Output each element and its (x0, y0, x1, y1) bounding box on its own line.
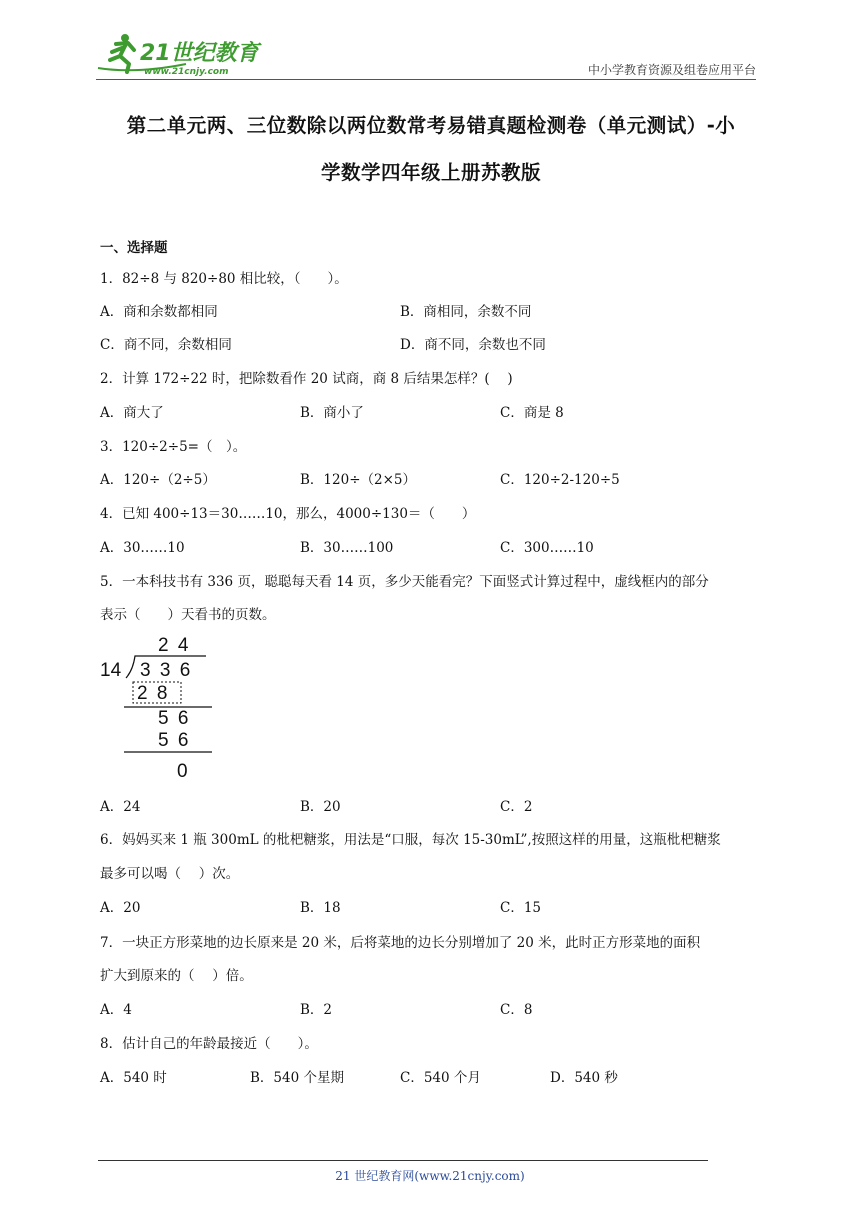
question-8-option-b: B．540 个星期 (250, 1070, 344, 1086)
question-4-option-b: B．30……100 (300, 540, 394, 556)
section-heading: 一、选择题 (100, 240, 168, 256)
logo-runner-figure (110, 43, 134, 72)
question-2-option-a: A．商大了 (100, 405, 164, 421)
header-tagline: 中小学教育资源及组卷应用平台 (587, 63, 756, 77)
question-5-option-a: A．24 (100, 799, 141, 815)
question-6-stem-line-2: 最多可以喝（ ）次。 (100, 866, 240, 882)
long-division-figure (100, 632, 230, 782)
question-6-option-c: C．15 (500, 900, 542, 916)
question-3-option-b: B．120÷（2×5） (300, 472, 416, 488)
question-1-option-d: D．商不同，余数也不同 (400, 337, 546, 353)
page-title-line-2: 学数学四年级上册苏教版 (320, 161, 541, 184)
division-remainder: 0 (177, 761, 188, 782)
question-4-stem: 4．已知 400÷13＝30……10，那么，4000÷130＝（ ） (100, 506, 476, 522)
logo-runner-head (121, 34, 129, 42)
question-1-option-c: C．商不同，余数相同 (100, 337, 232, 353)
question-7-option-c: C．8 (500, 1002, 533, 1018)
question-6-option-a: A．20 (100, 900, 141, 916)
question-5-option-c: C．2 (500, 799, 533, 815)
question-3-option-a: A．120÷（2÷5） (100, 472, 216, 488)
question-7-stem-line-2: 扩大到原来的（ ）倍。 (100, 968, 253, 984)
footer-divider (98, 1160, 708, 1161)
logo-url: www.21cnjy.com (144, 67, 229, 77)
page-title-line-1: 第二单元两、三位数除以两位数常考易错真题检测卷（单元测试）-小 (126, 114, 736, 137)
question-7-option-a: A．4 (100, 1002, 132, 1018)
question-5-stem-line-1: 5．一本科技书有 336 页，聪聪每天看 14 页，多少天能看完？下面竖式计算过程中，虚线框内的部分 (100, 574, 709, 590)
question-4-option-c: C．300……10 (500, 540, 594, 556)
site-logo (96, 30, 266, 80)
question-6-option-b: B．18 (300, 900, 341, 916)
division-step-1: 2 8 (137, 683, 170, 704)
question-8-option-a: A．540 时 (100, 1070, 167, 1086)
division-step-3: 5 6 (158, 730, 191, 751)
question-6-stem-line-1: 6．妈妈买来 1 瓶 300mL 的枇杷糖浆，用法是“口服，每次 15-30mL”,按照这样的用量，这瓶枇杷糖浆 (100, 832, 721, 848)
logo-text: 21世纪教育 (140, 41, 259, 66)
question-2-stem: 2．计算 172÷22 时，把除数看作 20 试商，商 8 后结果怎样？( ) (100, 371, 513, 387)
division-quotient: 2 4 (158, 635, 191, 656)
header-divider (96, 79, 756, 80)
question-1-stem: 1．82÷8 与 820÷80 相比较，（ ）。 (100, 271, 348, 287)
division-dividend: 3 3 6 (140, 660, 193, 681)
question-5-option-b: B．20 (300, 799, 341, 815)
question-7-stem-line-1: 7．一块正方形菜地的边长原来是 20 米，后将菜地的边长分别增加了 20 米，此时正方形菜地的面积 (100, 935, 701, 951)
question-3-option-c: C．120÷2-120÷5 (500, 472, 620, 488)
question-3-stem: 3．120÷2÷5=（ ）。 (100, 439, 247, 455)
question-8-stem: 8．估计自己的年龄最接近（ ）。 (100, 1036, 318, 1052)
question-1-option-a: A．商和余数都相同 (100, 304, 218, 320)
question-5-stem-line-2: 表示（ ）天看书的页数。 (100, 607, 276, 623)
question-4-option-a: A．30……10 (100, 540, 185, 556)
division-step-2: 5 6 (158, 708, 191, 729)
question-2-option-c: C．商是 8 (500, 405, 564, 421)
question-8-option-d: D．540 秒 (550, 1070, 618, 1086)
question-1-option-b: B．商相同，余数不同 (400, 304, 532, 320)
question-8-option-c: C．540 个月 (400, 1070, 481, 1086)
division-divisor: 14 (100, 660, 122, 681)
footer-link[interactable]: 21 世纪教育网(www.21cnjy.com) (335, 1169, 525, 1183)
question-2-option-b: B．商小了 (300, 405, 364, 421)
question-7-option-b: B．2 (300, 1002, 333, 1018)
